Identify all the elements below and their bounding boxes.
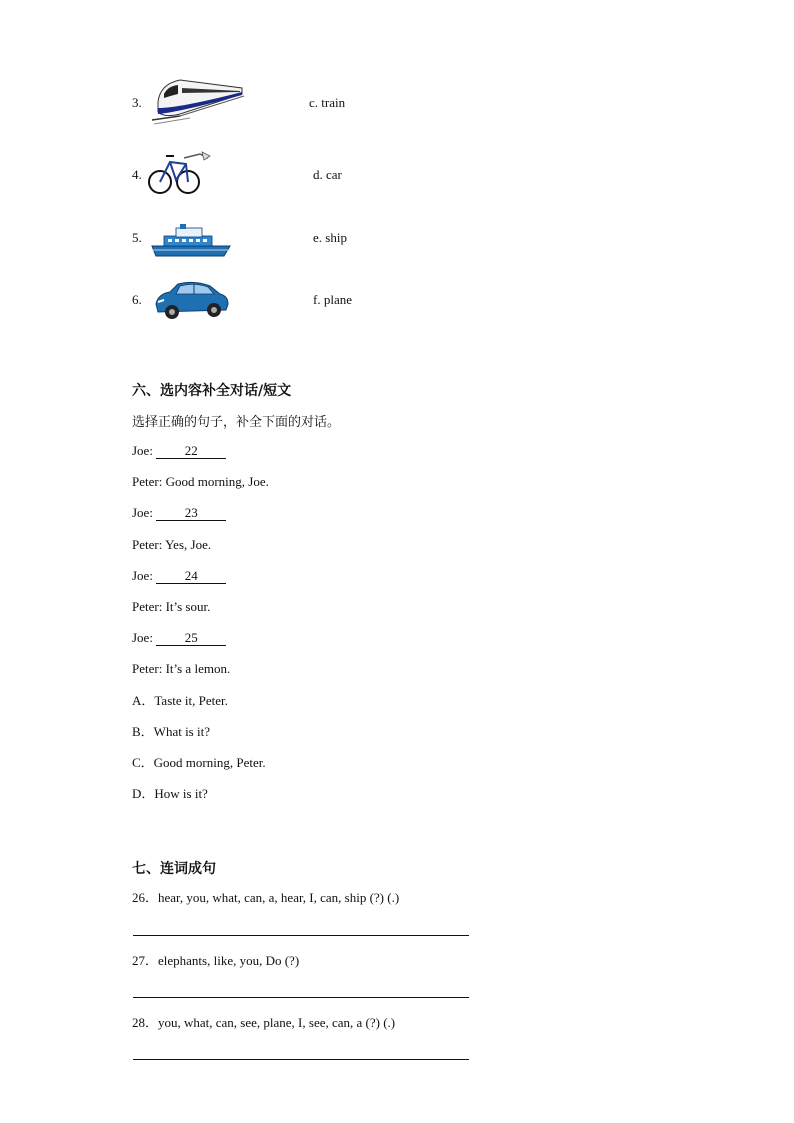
bicycle-icon — [148, 146, 214, 200]
choice-option-c[interactable]: C．Good morning, Peter. — [132, 755, 266, 770]
choice-option-d[interactable]: D．How is it? — [132, 786, 208, 801]
speaker-label: Joe: — [132, 630, 157, 645]
answer-line-27[interactable] — [133, 997, 469, 998]
ship-icon — [150, 222, 234, 258]
dialogue-line — [132, 568, 226, 584]
speaker-label: Joe: — [132, 568, 157, 583]
train-icon — [150, 74, 246, 128]
section-instruction: 选择正确的句子，补全下面的对话。 — [132, 415, 341, 430]
question-27: 27．elephants, like, you, Do (?) — [132, 953, 300, 968]
dialogue-line: Peter: Yes, Joe. — [132, 537, 212, 552]
option-label: e. ship — [313, 230, 347, 245]
answer-blank[interactable]: 24 — [156, 569, 226, 584]
answer-blank[interactable]: 23 — [156, 506, 226, 521]
section-title: 七、连词成句 — [132, 861, 216, 877]
option-label: d. car — [313, 167, 342, 182]
dialogue-line: Peter: It’s a lemon. — [132, 661, 231, 676]
section-title: 六、选内容补全对话/短文 — [132, 383, 292, 399]
question-26: 26．hear, you, what, can, a, hear, I, can, ship (?) (.) — [132, 890, 400, 905]
choice-option-b[interactable]: B．What is it? — [132, 724, 210, 739]
choice-option-a[interactable]: A．Taste it, Peter. — [132, 693, 228, 708]
option-label: c. train — [309, 95, 346, 110]
option-label: f. plane — [313, 292, 352, 307]
item-number: 4. — [132, 167, 142, 182]
dialogue-line — [132, 505, 226, 521]
dialogue-line: Peter: It’s sour. — [132, 599, 211, 614]
answer-blank[interactable]: 25 — [156, 631, 226, 646]
answer-blank[interactable]: 22 — [156, 444, 226, 459]
item-number: 5. — [132, 230, 142, 245]
question-28: 28．you, what, can, see, plane, I, see, can, a (?) (.) — [132, 1015, 396, 1030]
car-icon — [154, 278, 230, 322]
dialogue-line — [132, 443, 226, 459]
item-number: 6. — [132, 292, 142, 307]
dialogue-line: Peter: Good morning, Joe. — [132, 474, 269, 489]
answer-line-26[interactable] — [133, 935, 469, 936]
speaker-label: Joe: — [132, 505, 157, 520]
dialogue-line — [132, 630, 226, 646]
speaker-label: Joe: — [132, 443, 157, 458]
item-number: 3. — [132, 95, 142, 110]
answer-line-28[interactable] — [133, 1059, 469, 1060]
